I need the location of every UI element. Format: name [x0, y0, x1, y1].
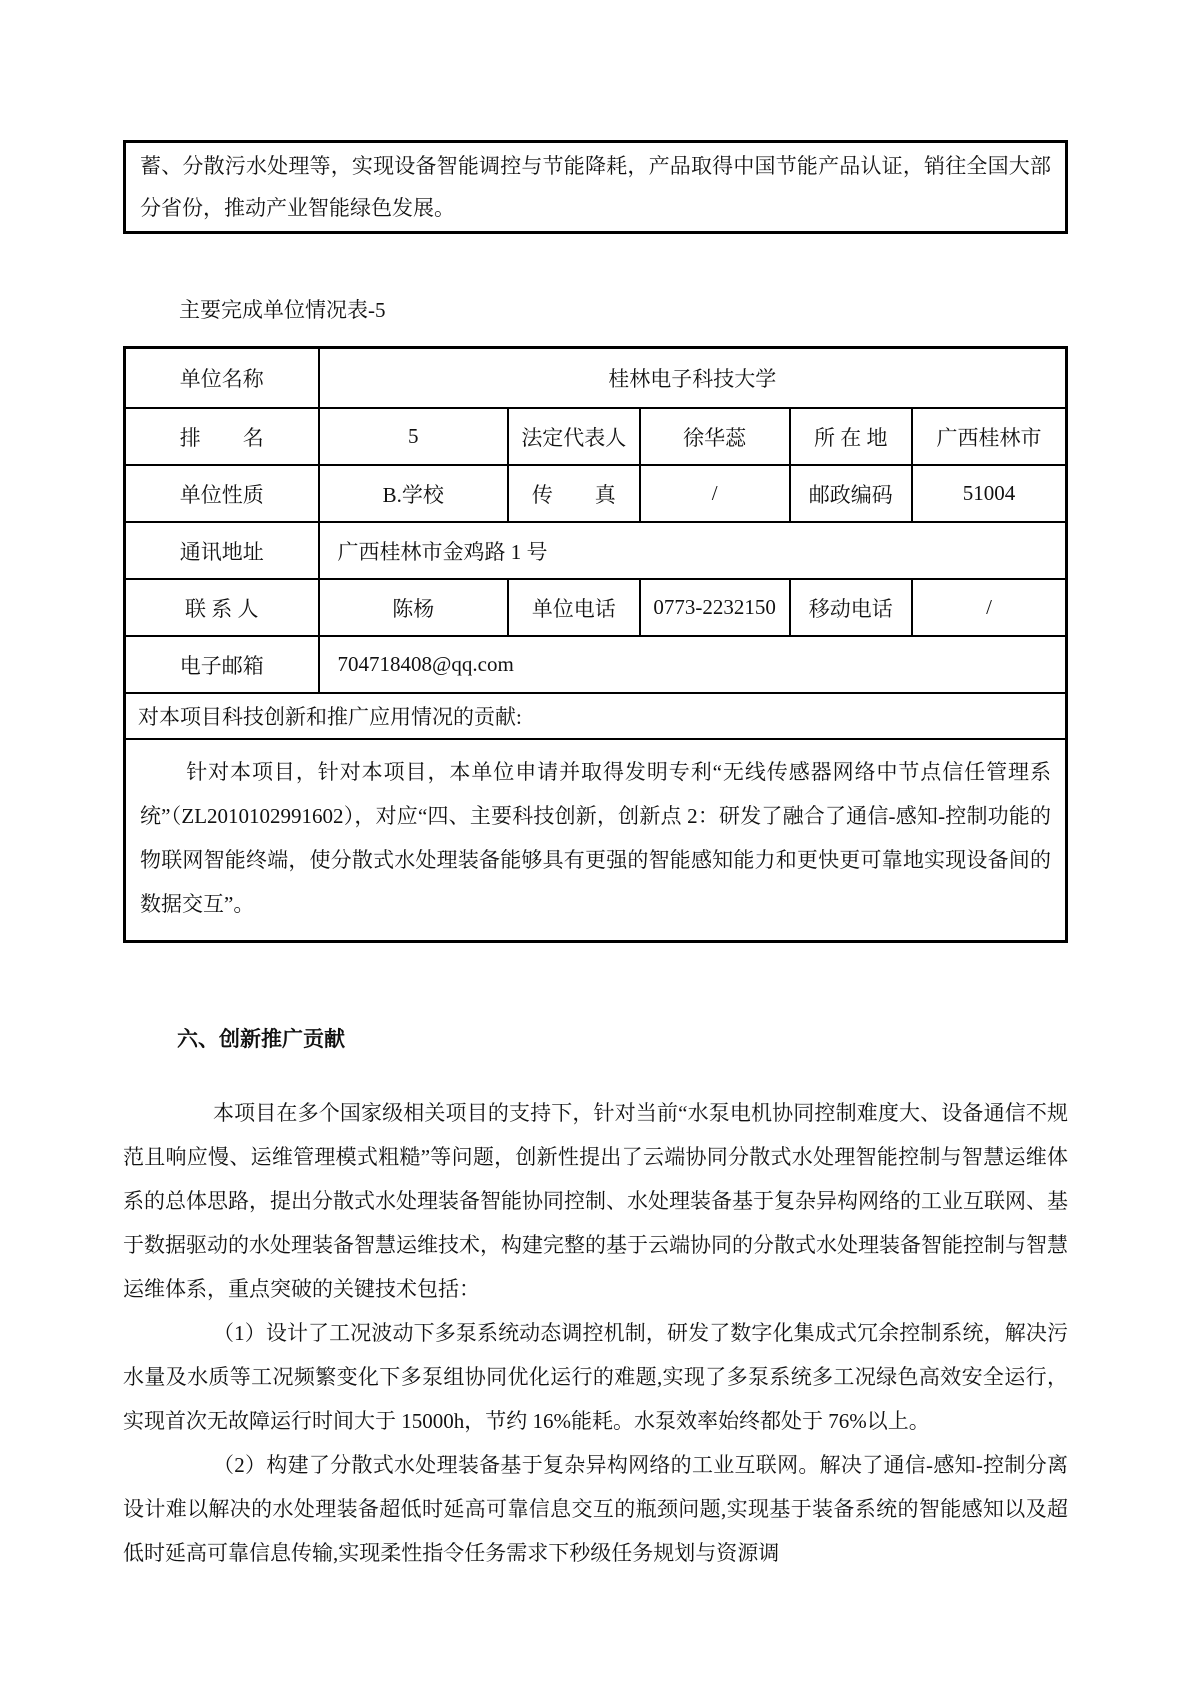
- section-heading: 六、创新推广贡献: [177, 1028, 345, 1051]
- table-row: [125, 348, 1067, 409]
- contact-value: 陈杨: [319, 579, 508, 636]
- legal-rep-value: 徐华蕊: [640, 408, 790, 465]
- section-paragraph: （2）构建了分散式水处理装备基于复杂异构网络的工业互联网。解决了通信-感知-控制分离设计难以解决的水处理装备超低时延高可靠信息交互的瓶颈问题,实现基于装备系统的智能感知以及超低时延高可靠信息传输,实现柔性指令任务需求下秒级任务规划与资源调: [123, 1453, 1068, 1565]
- table-row: [125, 408, 1067, 465]
- table-row: [125, 579, 1067, 636]
- unit-name-label: 单位名称: [125, 348, 319, 409]
- contribution-text: 针对本项目，针对本项目，本单位申请并取得发明专利“无线传感器网络中节点信任管理系统”（ZL2010102991602），对应“四、主要科技创新，创新点 2：研发了融合了通信-感知-控制功能的物联网智能终端，使分散式水处理装备能够具有更强的智能感知能力和更快更可靠地实现设备间的数据交互”。: [140, 760, 1051, 916]
- section-paragraph: 本项目在多个国家级相关项目的支持下，针对当前“水泵电机协同控制难度大、设备通信不规范且响应慢、运维管理模式粗糙”等问题，创新性提出了云端协同分散式水处理智能控制与智慧运维体系的总体思路，提出分散式水处理装备智能协同控制、水处理装备基于复杂异构网络的工业互联网、基于数据驱动的水处理装备智慧运维技术，构建完整的基于云端协同的分散式水处理装备智能控制与智慧运维体系，重点突破的关键技术包括：: [123, 1101, 1068, 1301]
- unit-phone-label: 单位电话: [508, 579, 640, 636]
- table-row: [125, 636, 1067, 693]
- email-value: 704718408@qq.com: [319, 636, 1067, 693]
- unit-type-value: B.学校: [319, 465, 508, 522]
- unit-type-label: 单位性质: [125, 465, 319, 522]
- mobile-label: 移动电话: [790, 579, 912, 636]
- location-label: 所 在 地: [790, 408, 912, 465]
- unit-phone-value: 0773-2232150: [640, 579, 790, 636]
- legal-rep-label: 法定代表人: [508, 408, 640, 465]
- table-caption: 主要完成单位情况表-5: [179, 298, 386, 322]
- contact-label: 联 系 人: [125, 579, 319, 636]
- contribution-cell: [125, 739, 1067, 942]
- postcode-value: 51004: [912, 465, 1067, 522]
- rank-label: 排 名: [125, 408, 319, 465]
- table-row: [125, 739, 1067, 942]
- postcode-label: 邮政编码: [790, 465, 912, 522]
- table-row: [125, 522, 1067, 579]
- mobile-value: /: [912, 579, 1067, 636]
- fax-label: 传 真: [508, 465, 640, 522]
- contribution-header: 对本项目科技创新和推广应用情况的贡献:: [125, 693, 1067, 739]
- top-text-box: 蓄、分散污水处理等，实现设备智能调控与节能降耗，产品取得中国节能产品认证，销往全国大部分省份，推动产业智能绿色发展。: [123, 140, 1068, 234]
- fax-value: /: [640, 465, 790, 522]
- document-page: [123, 0, 1068, 1575]
- location-value: 广西桂林市: [912, 408, 1067, 465]
- address-value: 广西桂林市金鸡路 1 号: [319, 522, 1067, 579]
- table-row: [125, 693, 1067, 739]
- unit-info-table: [123, 346, 1068, 943]
- section-paragraph: （1）设计了工况波动下多泵系统动态调控机制，研发了数字化集成式冗余控制系统，解决污水量及水质等工况频繁变化下多泵组协同优化运行的难题,实现了多泵系统多工况绿色高效安全运行，实现首次无故障运行时间大于 15000h，节约 16%能耗。水泵效率始终都处于 76%以上。: [123, 1321, 1068, 1433]
- rank-value: 5: [319, 408, 508, 465]
- table-row: [125, 465, 1067, 522]
- email-label: 电子邮箱: [125, 636, 319, 693]
- address-label: 通讯地址: [125, 522, 319, 579]
- unit-name-value: 桂林电子科技大学: [319, 348, 1067, 409]
- section-body: [123, 1091, 1068, 1575]
